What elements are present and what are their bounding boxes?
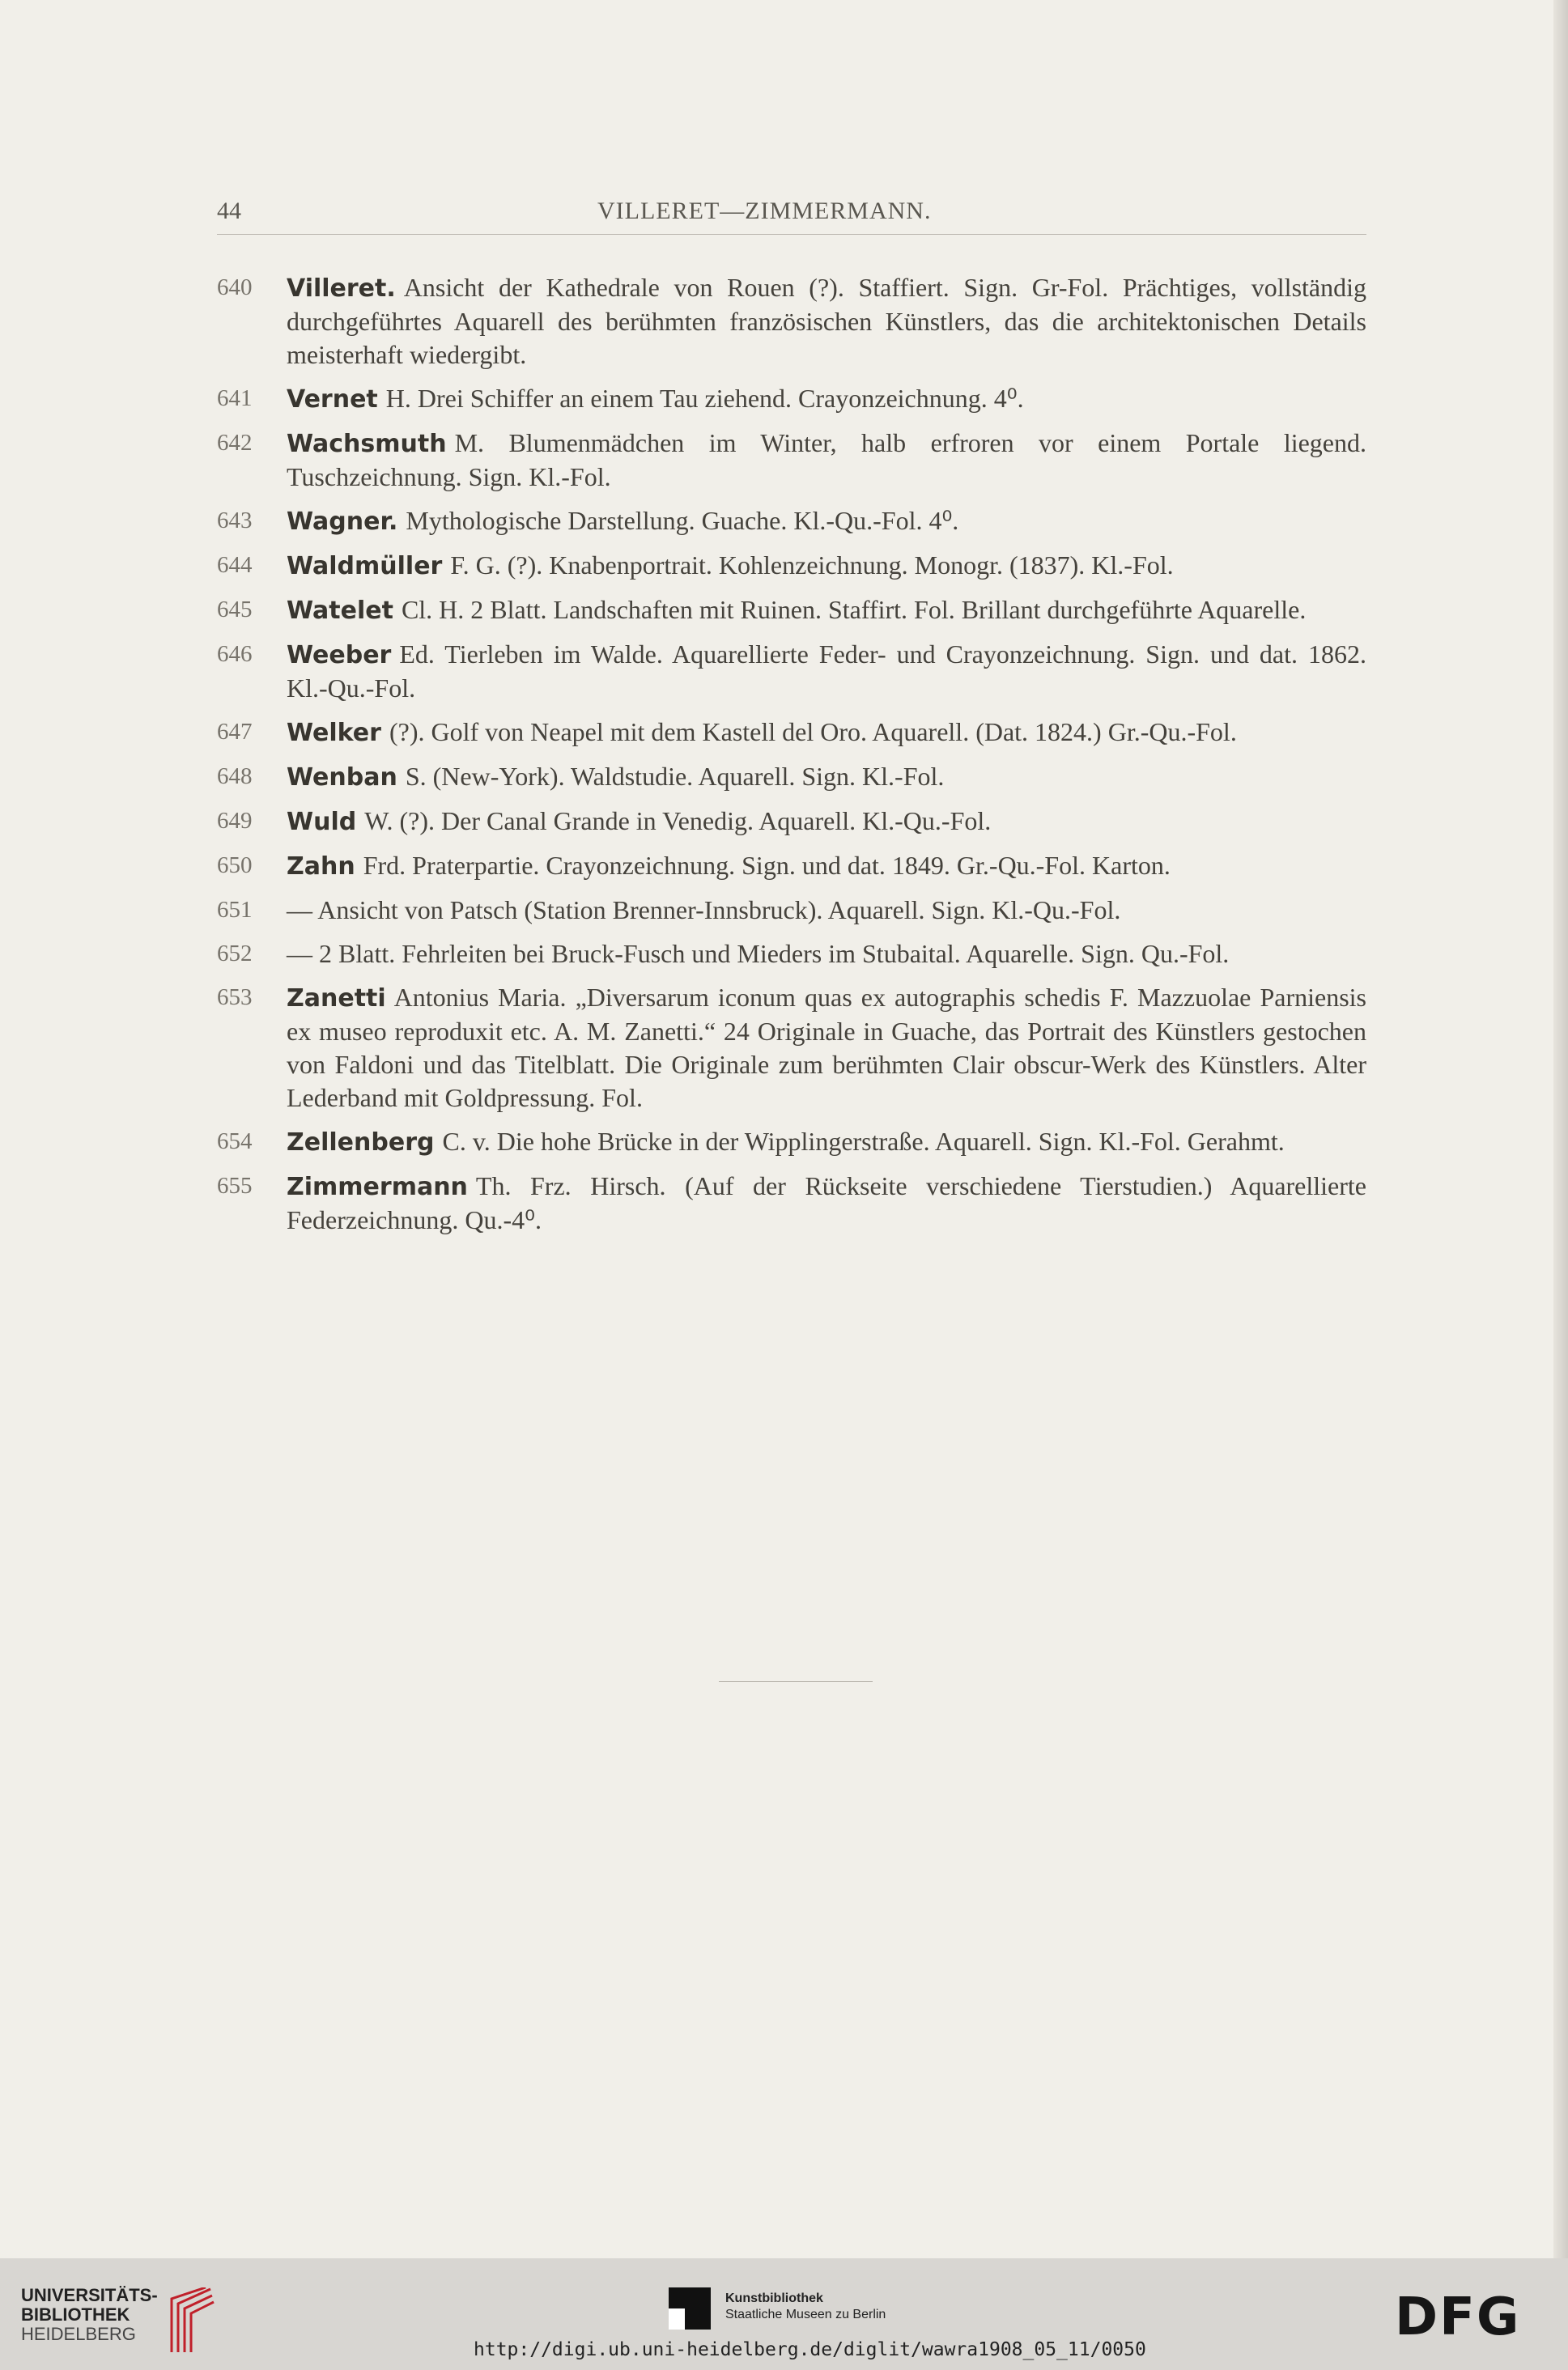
digitization-footer <box>0 2258 1568 2370</box>
dfg-logo[interactable]: DFG <box>1395 2287 1521 2347</box>
entry-number: 652 <box>217 941 253 966</box>
entry-text: Frd. Praterpartie. Crayonzeichnung. Sign. und dat. 1849. Gr.-Qu.-Fol. Karton. <box>363 851 1171 880</box>
entry-number: 654 <box>217 1128 253 1154</box>
entry-text: Ed. Tierleben im Walde. Aquarellierte Feder- und Crayonzeichnung. Sign. und dat. 1862. Kl.-Qu.-Fol. <box>287 639 1366 703</box>
catalog-entry <box>217 760 1366 794</box>
entry-body <box>287 894 1366 927</box>
kunstbibliothek-mark-icon <box>669 2287 711 2330</box>
entry-number: 642 <box>217 430 253 456</box>
entry-text: W. (?). Der Canal Grande in Venedig. Aquarell. Kl.-Qu.-Fol. <box>364 806 992 835</box>
artist-name: Zahn <box>287 852 355 881</box>
entry-body <box>287 1170 1366 1237</box>
catalog-entry <box>217 937 1366 971</box>
permalink-url[interactable]: http://digi.ub.uni-heidelberg.de/diglit/wawra1908_05_11/0050 <box>474 2339 1146 2360</box>
artist-name: Wagner. <box>287 508 398 536</box>
running-head: VILLERET—ZIMMERMANN. <box>597 198 932 224</box>
entry-text: Th. Frz. Hirsch. (Auf der Rückseite verschiedene Tierstudien.) Aquarellierte Federzeichnung. Qu.-4⁰. <box>287 1171 1366 1234</box>
entry-number: 647 <box>217 719 253 745</box>
entry-number: 648 <box>217 763 253 789</box>
catalog-entry <box>217 504 1366 538</box>
entry-body <box>287 805 1366 839</box>
catalog-entry <box>217 805 1366 839</box>
entry-number: 640 <box>217 274 253 300</box>
ub-logo-line: HEIDELBERG <box>21 2324 136 2344</box>
entry-number: 643 <box>217 508 253 533</box>
catalog-entry <box>217 271 1366 372</box>
ub-logo-line: BIBLIOTHEK <box>21 2304 130 2325</box>
entry-text: Cl. H. 2 Blatt. Landschaften mit Ruinen. Staffirt. Fol. Brillant durchgeführte Aquarelle. <box>401 595 1307 624</box>
artist-name: Vernet <box>287 385 378 414</box>
catalog-entry <box>217 849 1366 883</box>
artist-name: Watelet <box>287 597 393 625</box>
entry-number: 645 <box>217 597 253 622</box>
entry-body <box>287 1125 1366 1159</box>
ub-mark-icon <box>162 2287 215 2355</box>
kunstbibliothek-logo[interactable] <box>669 2279 928 2328</box>
artist-name: Zimmermann <box>287 1173 468 1201</box>
artist-name: Wuld <box>287 808 357 836</box>
entry-text: — Ansicht von Patsch (Station Brenner-Innsbruck). Aquarell. Sign. Kl.-Qu.-Fol. <box>287 895 1121 924</box>
entry-text: Antonius Maria. „Diversarum iconum quas ex autographis schedis F. Mazzuolae Parniensis ex museo reproduxit etc. A. M. Zanetti.“ 24 Originale in Guache, das Portrait des Künstlers gestochen von Faldoni und das Titelblatt. Die Originale zum berühmten Clair obscur-Werk des Künstlers. Alter Lederband mit Goldpressung. Fol. <box>287 983 1366 1112</box>
catalog-entry <box>217 1125 1366 1159</box>
ub-heidelberg-logo[interactable] <box>21 2286 223 2359</box>
catalog-entry <box>217 638 1366 705</box>
catalog-entry <box>217 981 1366 1115</box>
entry-body <box>287 638 1366 705</box>
page-header <box>217 198 1366 235</box>
entry-number: 641 <box>217 385 253 411</box>
artist-name: Wachsmuth <box>287 430 447 458</box>
artist-name: Villeret. <box>287 274 396 303</box>
entry-number: 650 <box>217 852 253 878</box>
entry-body <box>287 427 1366 494</box>
artist-name: Waldmüller <box>287 552 443 580</box>
catalog-entry <box>217 427 1366 494</box>
entry-number: 649 <box>217 808 253 834</box>
entry-text: — 2 Blatt. Fehrleiten bei Bruck-Fusch und Mieders im Stubaital. Aquarelle. Sign. Qu.-Fol. <box>287 939 1230 968</box>
entry-body <box>287 593 1366 627</box>
kb-logo-line: Kunstbibliothek <box>725 2291 823 2305</box>
catalog-entry <box>217 716 1366 750</box>
entry-body <box>287 382 1366 416</box>
artist-name: Weeber <box>287 641 392 669</box>
entry-text: F. G. (?). Knabenportrait. Kohlenzeichnung. Monogr. (1837). Kl.-Fol. <box>450 550 1174 580</box>
catalog-entry <box>217 1170 1366 1237</box>
page-edge <box>1553 0 1568 2258</box>
entry-number: 655 <box>217 1173 253 1199</box>
artist-name: Zanetti <box>287 984 386 1013</box>
end-rule <box>719 1681 873 1682</box>
entry-text: Ansicht der Kathedrale von Rouen (?). Staffiert. Sign. Gr-Fol. Prächtiges, vollständig durchgeführtes Aquarell des berühmten französischen Künstlers, das die architektonischen Details meisterhaft wiedergibt. <box>287 273 1366 369</box>
artist-name: Wenban <box>287 763 397 792</box>
entry-body <box>287 271 1366 372</box>
entry-number: 651 <box>217 897 253 923</box>
entry-number: 646 <box>217 641 253 667</box>
entry-text: S. (New-York). Waldstudie. Aquarell. Sign. Kl.-Fol. <box>405 762 945 791</box>
entry-body <box>287 549 1366 583</box>
kb-logo-line: Staatliche Museen zu Berlin <box>725 2308 886 2321</box>
entry-text: Mythologische Darstellung. Guache. Kl.-Qu.-Fol. 4⁰. <box>406 506 959 535</box>
kunstbibliothek-text <box>725 2291 886 2323</box>
entry-number: 653 <box>217 984 253 1010</box>
catalog-entry <box>217 382 1366 416</box>
catalog-entries <box>217 271 1366 1247</box>
entry-number: 644 <box>217 552 253 578</box>
entry-text: C. v. Die hohe Brücke in der Wipplingerstraße. Aquarell. Sign. Kl.-Fol. Gerahmt. <box>442 1127 1285 1156</box>
entry-text: H. Drei Schiffer an einem Tau ziehend. Crayonzeichnung. 4⁰. <box>385 384 1024 413</box>
page-number: 44 <box>217 198 241 224</box>
entry-body <box>287 937 1366 971</box>
entry-body <box>287 760 1366 794</box>
artist-name: Welker <box>287 719 381 747</box>
entry-body <box>287 504 1366 538</box>
entry-body <box>287 716 1366 750</box>
entry-body <box>287 981 1366 1115</box>
catalog-entry <box>217 593 1366 627</box>
ub-logo-text <box>21 2286 158 2344</box>
catalog-entry <box>217 894 1366 927</box>
entry-body <box>287 849 1366 883</box>
catalog-entry <box>217 549 1366 583</box>
entry-text: (?). Golf von Neapel mit dem Kastell del Oro. Aquarell. (Dat. 1824.) Gr.-Qu.-Fol. <box>389 717 1237 746</box>
entry-text: M. Blumenmädchen im Winter, halb erfroren vor einem Portale liegend. Tuschzeichnung. Sign. Kl.-Fol. <box>287 428 1366 491</box>
ub-logo-line: UNIVERSITÄTS- <box>21 2285 158 2305</box>
artist-name: Zellenberg <box>287 1128 435 1157</box>
